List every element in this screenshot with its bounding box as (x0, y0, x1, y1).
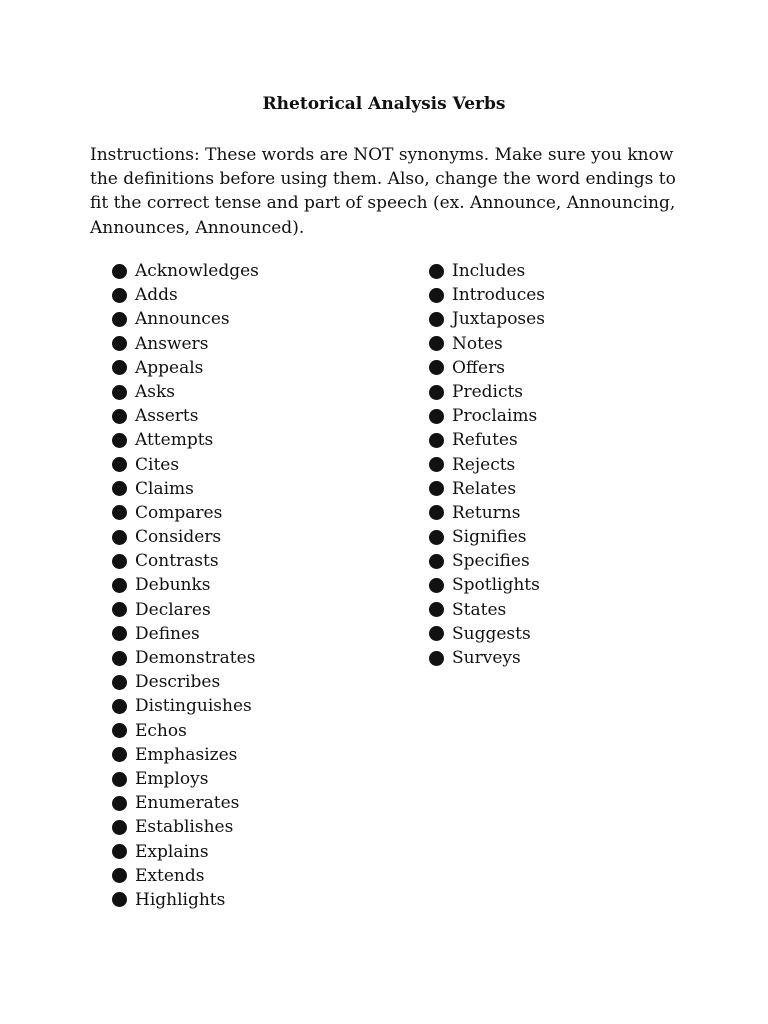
list-item (429, 453, 729, 477)
list-item (112, 332, 412, 356)
list-item-text: Cites (135, 454, 180, 475)
bullet-icon (429, 457, 444, 472)
list-item-text: Announces (135, 309, 230, 330)
list-item (429, 525, 729, 549)
list-item (429, 428, 729, 452)
list-item (429, 477, 729, 501)
list-item-text: Compares (135, 502, 223, 523)
list-item-text: Refutes (452, 430, 518, 451)
list-item-text: Asserts (135, 406, 199, 427)
list-item (112, 767, 412, 791)
list-item-text: Includes (452, 261, 526, 281)
list-item (112, 670, 412, 694)
list-item-text: Answers (135, 333, 209, 354)
bullet-icon (112, 433, 127, 448)
bullet-icon (429, 385, 444, 400)
list-item-text: Juxtaposes (452, 309, 545, 330)
list-item (429, 501, 729, 525)
bullet-icon (429, 505, 444, 520)
list-item-text: Specifies (452, 551, 530, 572)
bullet-icon (112, 868, 127, 883)
verb-list-left (112, 259, 412, 912)
bullet-icon (112, 602, 127, 617)
bullet-icon (429, 578, 444, 593)
bullet-icon (112, 264, 127, 279)
bullet-icon (429, 336, 444, 351)
list-item-text: Offers (452, 357, 505, 378)
bullet-icon (112, 336, 127, 351)
bullet-icon (112, 892, 127, 907)
list-item (429, 283, 729, 307)
instructions-paragraph: Instructions: These words are NOT synonyms. Make sure you know the definitions before using them. Also, change the word endings to fit the correct tense and part of speech (ex. Announce, Announcing, Announces, Announced). (90, 145, 676, 238)
bullet-icon (112, 409, 127, 424)
list-item (429, 380, 729, 404)
list-item-text: Echos (135, 720, 187, 741)
bullet-icon (112, 796, 127, 811)
list-item-text: Returns (452, 502, 521, 523)
list-item-text: Emphasizes (135, 744, 238, 765)
bullet-icon (429, 626, 444, 641)
list-item (112, 428, 412, 452)
list-item-text: Rejects (452, 454, 516, 475)
list-item-text: Appeals (135, 357, 204, 378)
list-item-text: Asks (135, 381, 176, 402)
list-item (112, 598, 412, 622)
bullet-icon (112, 385, 127, 400)
list-item-text: Introduces (452, 285, 545, 306)
list-item-text: Surveys (452, 648, 521, 668)
bullet-icon (429, 360, 444, 375)
bullet-icon (112, 820, 127, 835)
list-item (112, 815, 412, 839)
list-item (112, 356, 412, 380)
list-item (112, 864, 412, 888)
bullet-icon (429, 409, 444, 424)
bullet-icon (112, 530, 127, 545)
list-item (112, 719, 412, 743)
bullet-icon (112, 578, 127, 593)
list-item (429, 622, 729, 646)
list-item (112, 646, 412, 670)
list-item (112, 694, 412, 718)
bullet-icon (112, 554, 127, 569)
list-item (112, 791, 412, 815)
list-item-text: Acknowledges (135, 261, 259, 281)
list-item-text: Explains (135, 841, 209, 862)
list-item-text: Distinguishes (135, 696, 252, 717)
list-item-text: Highlights (135, 889, 226, 910)
list-item-text: Demonstrates (135, 648, 256, 668)
list-item (429, 573, 729, 597)
list-item (429, 332, 729, 356)
bullet-icon (112, 312, 127, 327)
list-item-text: States (452, 599, 507, 620)
list-item (429, 259, 729, 283)
list-item-text: Describes (135, 672, 221, 693)
list-item-text: Adds (135, 285, 178, 306)
bullet-icon (429, 312, 444, 327)
list-item (429, 356, 729, 380)
bullet-icon (112, 360, 127, 375)
list-item (429, 598, 729, 622)
list-item (112, 525, 412, 549)
list-item-text: Attempts (135, 430, 214, 451)
list-item (112, 453, 412, 477)
verb-list-right (429, 259, 729, 670)
list-item-text: Predicts (452, 381, 524, 402)
bullet-icon (112, 651, 127, 666)
list-item-text: Relates (452, 478, 517, 499)
list-item (429, 646, 729, 670)
list-item (112, 888, 412, 912)
list-item-text: Notes (452, 333, 503, 354)
list-item-text: Suggests (452, 623, 531, 644)
list-item-text: Proclaims (452, 406, 538, 427)
bullet-icon (429, 530, 444, 545)
page-title: Rhetorical Analysis Verbs (262, 94, 506, 114)
bullet-icon (429, 481, 444, 496)
list-item-text: Establishes (135, 817, 234, 838)
list-item (112, 259, 412, 283)
list-item (112, 840, 412, 864)
list-item (429, 404, 729, 428)
list-item (112, 307, 412, 331)
bullet-icon (429, 288, 444, 303)
list-item-text: Contrasts (135, 551, 219, 572)
list-item-text: Signifies (452, 527, 527, 548)
list-item (112, 380, 412, 404)
list-item (112, 573, 412, 597)
list-item (112, 283, 412, 307)
bullet-icon (112, 626, 127, 641)
bullet-icon (112, 699, 127, 714)
bullet-icon (112, 457, 127, 472)
list-item (112, 622, 412, 646)
list-item (112, 743, 412, 767)
list-item-text: Debunks (135, 575, 211, 596)
bullet-icon (112, 675, 127, 690)
bullet-icon (429, 602, 444, 617)
bullet-icon (112, 288, 127, 303)
list-item (429, 549, 729, 573)
list-item-text: Defines (135, 623, 200, 644)
list-item (112, 549, 412, 573)
bullet-icon (112, 481, 127, 496)
list-item-text: Declares (135, 599, 211, 620)
list-item-text: Claims (135, 478, 194, 499)
bullet-icon (112, 747, 127, 762)
bullet-icon (429, 651, 444, 666)
list-item (112, 477, 412, 501)
bullet-icon (429, 433, 444, 448)
list-item-text: Extends (135, 865, 205, 886)
list-item-text: Enumerates (135, 793, 240, 814)
bullet-icon (429, 264, 444, 279)
bullet-icon (112, 772, 127, 787)
list-item-text: Considers (135, 527, 222, 548)
list-item (429, 307, 729, 331)
list-item (112, 404, 412, 428)
list-item-text: Spotlights (452, 575, 540, 596)
bullet-icon (112, 505, 127, 520)
bullet-icon (112, 723, 127, 738)
list-item (112, 501, 412, 525)
list-item-text: Employs (135, 768, 209, 789)
bullet-icon (112, 844, 127, 859)
bullet-icon (429, 554, 444, 569)
